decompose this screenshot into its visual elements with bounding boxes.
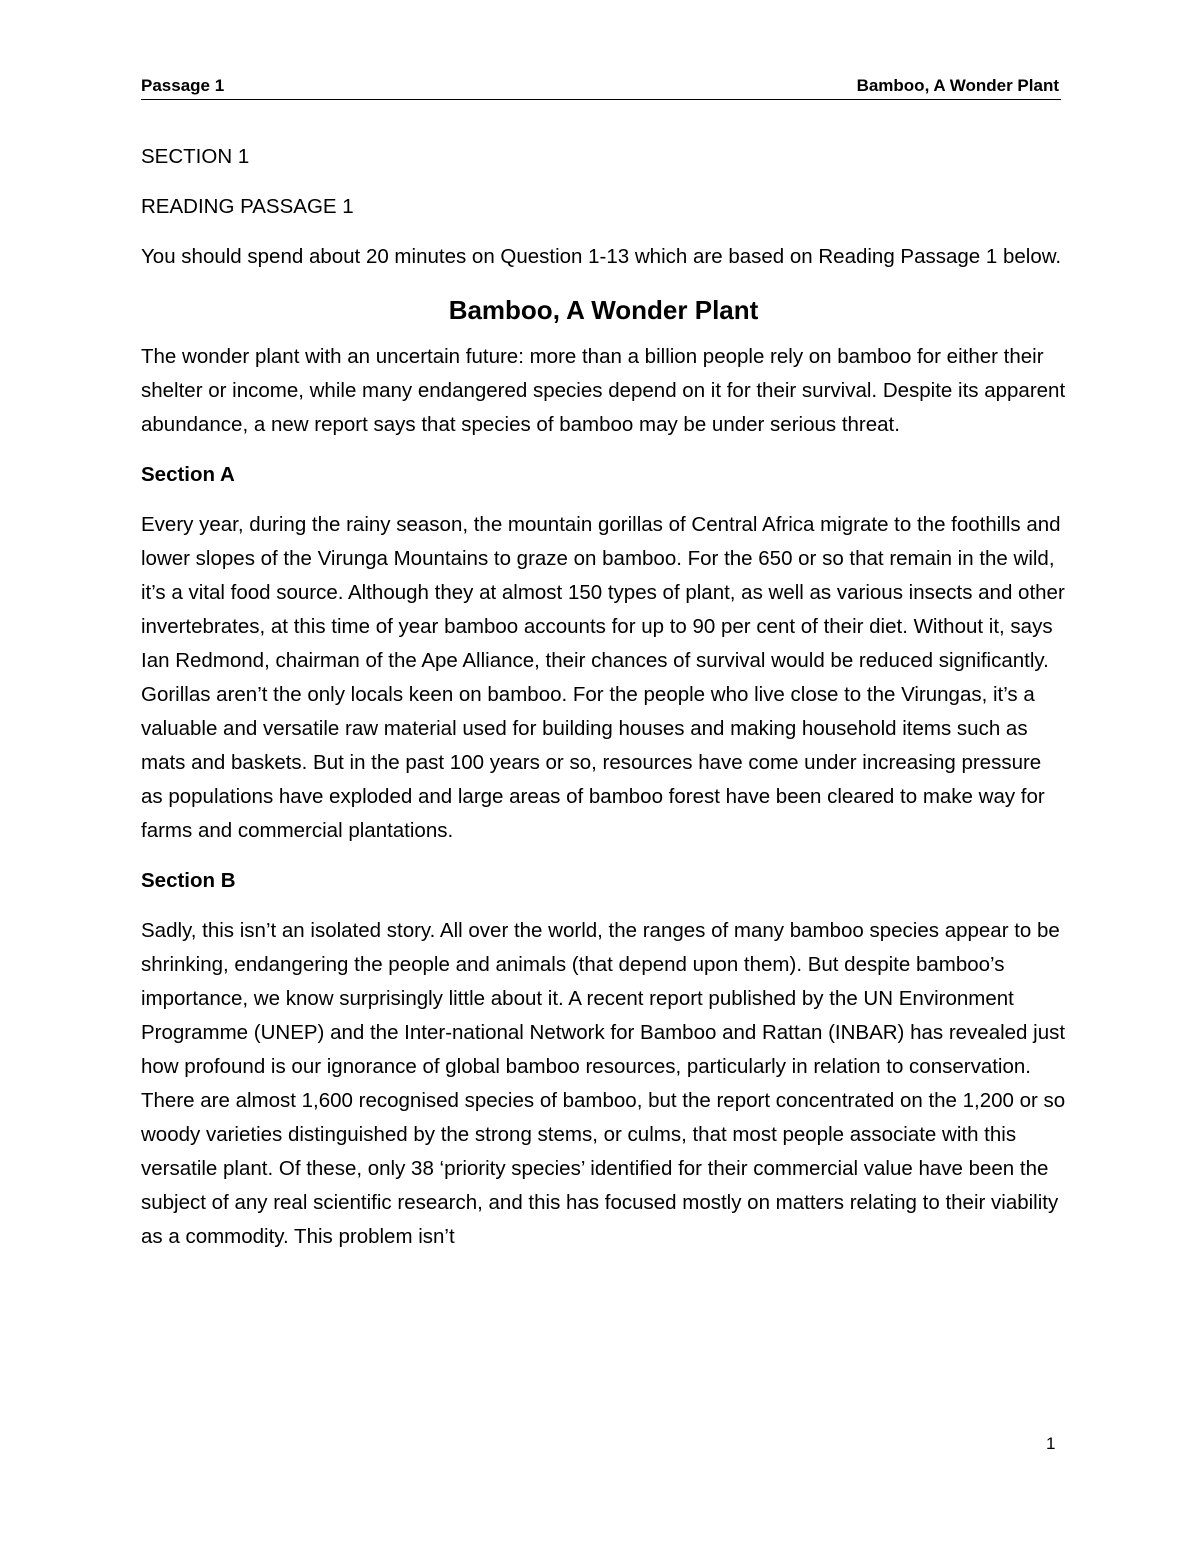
document-body: [141, 140, 1066, 1270]
section-label: SECTION 1: [141, 145, 250, 168]
instruction-text: You should spend about 20 minutes on Question 1-13 which are based on Reading Passage 1 below.: [141, 245, 1062, 268]
section-a-paragraph: Every year, during the rainy season, the mountain gorillas of Central Africa migrate to the foothills and lower slopes of the Virunga Mountains to graze on bamboo. For the 650 or so that remain in the wild, it’s a vital food source. Although they at almost 150 types of plant, as well as various insects and other invertebrates, at this time of year bamboo accounts for up to 90 per cent of their diet. Without it, says Ian Redmond, chairman of the Ape Alliance, their chances of survival would be reduced significantly. Gorillas aren’t the only locals keen on bamboo. For the people who live close to the Virungas, it’s a valuable and versatile raw material used for building houses and making household items such as mats and baskets. But in the past 100 years or so, resources have come under increasing pressure as populations have exploded and large areas of bamboo forest have been cleared to make way for farms and commercial plantations.: [141, 513, 1065, 842]
passage-title: Bamboo, A Wonder Plant: [448, 295, 759, 325]
page-number: 1: [1046, 1434, 1056, 1453]
section-b-paragraph: Sadly, this isn’t an isolated story. All over the world, the ranges of many bamboo species appear to be shrinking, endangering the people and animals (that depend upon them). But despite bamboo’s importance, we know surprisingly little about it. A recent report published by the UN Environment Programme (UNEP) and the Inter-national Network for Bamboo and Rattan (INBAR) has revealed just how profound is our ignorance of global bamboo resources, particularly in relation to conservation. There are almost 1,600 recognised species of bamboo, but the report concentrated on the 1,200 or so woody varieties distinguished by the strong stems, or culms, that most people associate with this versatile plant. Of these, only 38 ‘priority species’ identified for their commercial value have been the subject of any real scientific research, and this has focused mostly on matters relating to their viability as a commodity. This problem isn’t: [141, 919, 1066, 1248]
intro-paragraph: The wonder plant with an uncertain future: more than a billion people rely on bamboo for either their shelter or income, while many endangered species depend on it for their survival. Despite its apparent abundance, a new report says that species of bamboo may be under serious threat.: [141, 345, 1066, 436]
section-b-heading: Section B: [141, 869, 236, 892]
running-header: [141, 74, 1061, 100]
header-document-title: Bamboo, A Wonder Plant: [856, 76, 1059, 95]
header-passage-label: Passage 1: [141, 76, 225, 95]
passage-label: READING PASSAGE 1: [141, 195, 354, 218]
section-a-heading: Section A: [141, 463, 235, 486]
